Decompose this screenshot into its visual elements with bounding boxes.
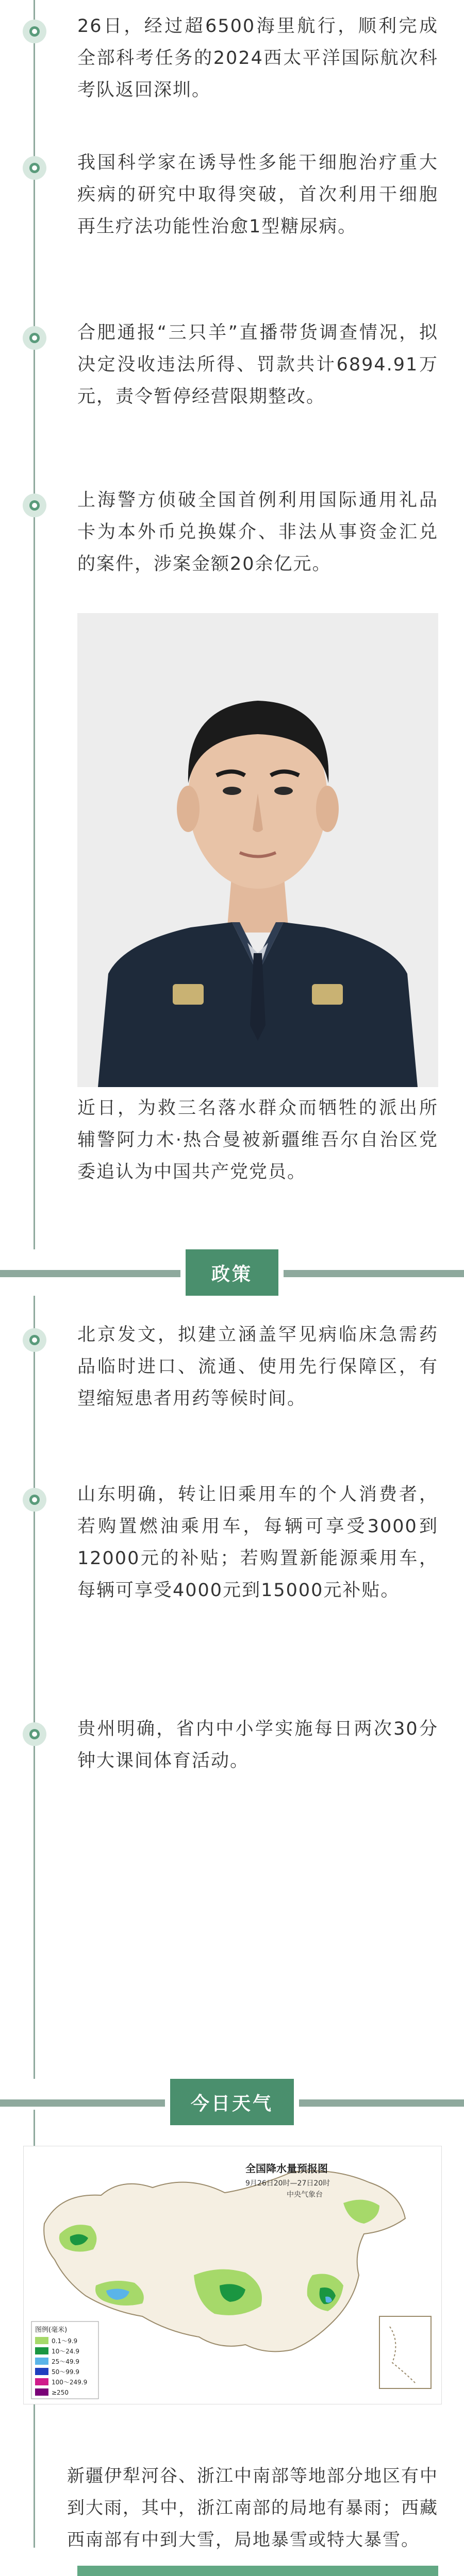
dot-icon [23, 1328, 46, 1352]
weather-text: 新疆伊犁河谷、浙江中南部等地部分地区有中到大雨，其中，浙江南部的局地有暴雨；西藏西南部有中到大雪，局地暴雪或特大暴雪。 [67, 2466, 438, 2550]
news-text: 近日，为救三名落水群众而牺牲的派出所辅警阿力木·热合曼被新疆维吾尔自治区党委追认为中国共产党党员。 [77, 1098, 438, 1182]
morning-quote-card [77, 2566, 438, 2576]
legend-label: 100～249.9 [52, 2379, 88, 2386]
legend-label: 25～49.9 [52, 2358, 79, 2365]
map-legend [31, 2321, 98, 2399]
weather-map [23, 2146, 442, 2404]
section-header-policy [0, 1249, 464, 1296]
legend-label: ≥250 [52, 2389, 69, 2396]
legend-label: 0.1～9.9 [52, 2337, 78, 2345]
legend-title: 图例(毫米) [35, 2326, 68, 2334]
map-title: 全国降水量预报图 [245, 2162, 328, 2175]
divider [299, 2099, 464, 2107]
news-text: 26日，经过超6500海里航行，顺利完成全部科考任务的2024西太平洋国际航次科考队返回深圳。 [77, 16, 438, 100]
news-text: 上海警方侦破全国首例利用国际通用礼品卡为本外币兑换媒介、非法从事资金汇兑的案件，涉案金额20余亿元。 [77, 490, 438, 574]
section-title: 政策 [186, 1249, 278, 1296]
divider [284, 1270, 464, 1277]
divider [0, 2099, 165, 2107]
legend-label: 50～99.9 [52, 2368, 79, 2376]
policy-text: 贵州明确，省内中小学实施每日两次30分钟大课间体育活动。 [77, 1719, 438, 1771]
divider [0, 1270, 180, 1277]
policy-text: 山东明确，转让旧乘用车的个人消费者，若购置燃油乘用车，每辆可享受3000到12000元的补贴；若购置新能源乘用车，每辆可享受4000元到15000元补贴。 [77, 1484, 438, 1601]
map-date-range: 9月26日20时—27日20时 [245, 2179, 330, 2188]
news-text: 合肥通报“三只羊”直播带货调查情况，拟决定没收违法所得、罚款共计6894.91万元，责令暂停经营限期整改。 [77, 323, 438, 407]
timeline-line [34, 1296, 35, 2079]
dot-icon [23, 1488, 46, 1512]
policy-text: 北京发文，拟建立涵盖罕见病临床急需药品临时进口、流通、使用先行保障区，有望缩短患者用药等候时间。 [77, 1325, 438, 1409]
legend-label: 10～24.9 [52, 2348, 79, 2355]
map-source: 中央气象台 [287, 2191, 323, 2199]
section-header-weather [0, 2079, 464, 2125]
dot-icon [23, 20, 46, 43]
timeline-line [34, 0, 35, 1249]
dot-icon [23, 326, 46, 350]
section-title: 今日天气 [170, 2079, 294, 2125]
portrait-photo [77, 613, 438, 1087]
dot-icon [23, 156, 46, 180]
dot-icon [23, 494, 46, 517]
news-text: 我国科学家在诱导性多能干细胞治疗重大疾病的研究中取得突破，首次利用干细胞再生疗法功能性治愈1型糖尿病。 [77, 152, 438, 237]
dot-icon [23, 1722, 46, 1746]
